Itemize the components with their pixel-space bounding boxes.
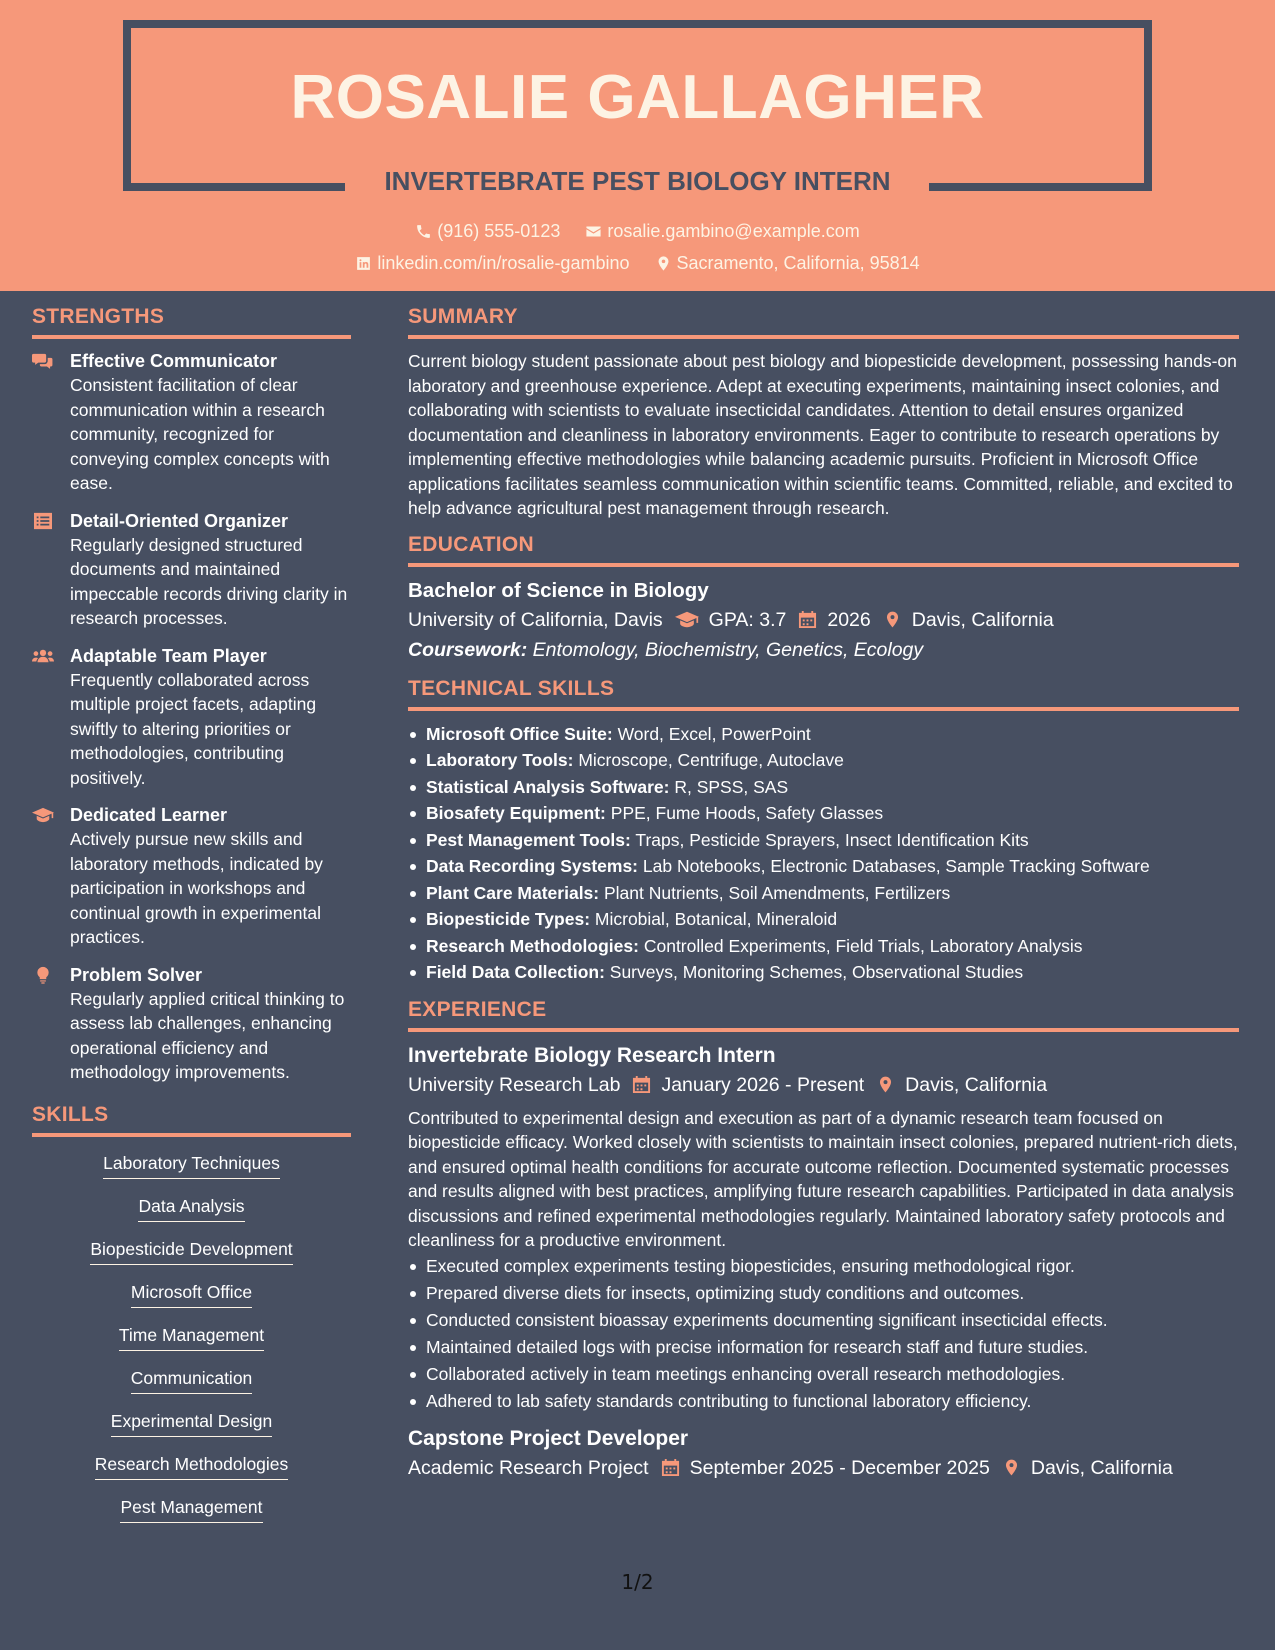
- phone-text: (916) 555-0123: [437, 221, 561, 241]
- skill-item: Communication: [131, 1366, 253, 1394]
- education-meta: [408, 605, 1239, 635]
- job-title: Invertebrate Biology Research Intern: [408, 1043, 776, 1067]
- experience-heading: EXPERIENCE: [408, 998, 1239, 1032]
- job-entry: [408, 1042, 1239, 1415]
- coursework: [408, 635, 1239, 665]
- job-location: Davis, California: [1030, 1456, 1173, 1479]
- envelope-icon: [585, 223, 602, 240]
- email-text: rosalie.gambino@example.com: [607, 221, 860, 241]
- job-title: Capstone Project Developer: [408, 1426, 689, 1450]
- job-description: Contributed to experimental design and execution as part of a dynamic research team focused on biopesticide efficacy. Worked closely with scientists to maintain insect colonies, prepared nutrient-rich diets, and ensured optimal health conditions for accurate outcome reflection. Documented systematic processes and results aligned with best practices, amplifying future research capabilities. Participated in data analysis discussions and refined experimental methodologies regularly. Maintained laboratory safety protocols and cleanliness for a productive environment.: [408, 1107, 1238, 1250]
- graduation-cap-icon: [32, 806, 54, 824]
- organization: University Research Lab: [408, 1073, 621, 1096]
- skills-list: [32, 1147, 351, 1523]
- job-dates: September 2025 - December 2025: [689, 1456, 990, 1479]
- strength-description: Regularly applied critical thinking to assess lab challenges, enhancing operational efficiency and methodology improvements.: [70, 988, 345, 1082]
- users-icon: [32, 647, 54, 665]
- job-meta: [408, 1070, 1239, 1100]
- skill-item: Pest Management: [120, 1495, 262, 1523]
- map-pin-icon: [655, 255, 672, 272]
- summary-heading: SUMMARY: [408, 305, 1239, 339]
- technical-skills-heading: TECHNICAL SKILLS: [408, 677, 1239, 711]
- gpa-text: GPA: 3.7: [708, 608, 787, 631]
- job-meta: [408, 1453, 1239, 1483]
- job-entry: [408, 1425, 1239, 1483]
- strength-item: [32, 963, 351, 1085]
- coursework-list: Entomology, Biochemistry, Genetics, Ecology: [532, 638, 924, 661]
- school-name: University of California, Davis: [408, 608, 663, 631]
- linkedin-icon: [355, 255, 372, 272]
- list-item: Research Methodologies: Controlled Experiments, Field Trials, Laboratory Analysis: [408, 933, 1239, 960]
- strength-description: Regularly designed structured documents and maintained impeccable records driving clarity in research processes.: [70, 534, 348, 628]
- location-text: Sacramento, California, 95814: [676, 253, 920, 273]
- technical-skills-list: [408, 721, 1239, 986]
- skill-item: Experimental Design: [111, 1409, 272, 1437]
- summary-text: Current biology student passionate about pest biology and biopesticide development, possessing hands-on laboratory and greenhouse experience. Adept at executing experiments, maintaining insect colonies, and collaborating with scientists to evaluate insecticidal candidates. Attention to detail ensures organized documentation and cleanliness in laboratory environments. Eager to contribute to research operations by implementing effective methodologies while balancing academic pursuits. Proficient in Microsoft Office applications facilitates seamless communication within scientific teams. Committed, reliable, and excited to help advance agricultural pest management through research.: [408, 351, 1237, 518]
- job-location: Davis, California: [905, 1073, 1048, 1096]
- strength-description: Actively pursue new skills and laboratory methods, indicated by participation in workshops and continual growth in experimental practices.: [70, 829, 323, 947]
- left-column: [32, 305, 351, 1538]
- phone-contact[interactable]: [415, 221, 560, 242]
- strength-item: [32, 349, 351, 496]
- linkedin-text: linkedin.com/in/rosalie-gambino: [377, 253, 630, 273]
- list-item: Adhered to lab safety standards contributing to functional laboratory efficiency.: [408, 1388, 1239, 1415]
- list-item: Pest Management Tools: Traps, Pesticide Sprayers, Insect Identification Kits: [408, 827, 1239, 854]
- skill-item: Biopesticide Development: [90, 1237, 292, 1265]
- strength-title: Detail-Oriented Organizer: [70, 510, 289, 531]
- location-contact: [655, 253, 920, 274]
- job-bullets: [408, 1253, 1239, 1415]
- contact-row-2: [0, 253, 1275, 277]
- strength-title: Adaptable Team Player: [70, 645, 267, 666]
- list-item: Executed complex experiments testing biopesticides, ensuring methodological rigor.: [408, 1253, 1239, 1280]
- skill-item: Laboratory Techniques: [103, 1151, 280, 1179]
- job-title: INVERTEBRATE PEST BIOLOGY INTERN: [384, 166, 891, 196]
- phone-icon: [415, 223, 432, 240]
- skills-heading: SKILLS: [32, 1103, 351, 1137]
- strength-title: Effective Communicator: [70, 351, 278, 371]
- graduation-cap-icon: [675, 610, 699, 629]
- graduation-year: 2026: [827, 608, 871, 631]
- linkedin-contact[interactable]: [355, 253, 629, 274]
- job-dates: January 2026 - Present: [661, 1073, 865, 1096]
- strength-title: Dedicated Learner: [70, 805, 228, 825]
- calendar-icon: [798, 610, 817, 629]
- skill-item: Microsoft Office: [131, 1280, 252, 1308]
- list-item: Microsoft Office Suite: Word, Excel, PowerPoint: [408, 721, 1239, 748]
- email-contact[interactable]: [585, 221, 859, 242]
- strength-item: [32, 509, 351, 631]
- list-item: Data Recording Systems: Lab Notebooks, Electronic Databases, Sample Tracking Software: [408, 853, 1239, 880]
- lightbulb-icon: [32, 966, 54, 984]
- skill-item: Research Methodologies: [95, 1452, 289, 1480]
- skill-item: Time Management: [119, 1323, 264, 1351]
- right-column: [408, 305, 1239, 1489]
- chat-icon: [32, 352, 54, 370]
- strengths-heading: STRENGTHS: [32, 305, 351, 339]
- coursework-label: Coursework:: [408, 638, 528, 661]
- map-pin-icon: [883, 610, 902, 629]
- list-item: Conducted consistent bioassay experiments documenting significant insecticidal effects.: [408, 1307, 1239, 1334]
- list-item: Statistical Analysis Software: R, SPSS, SAS: [408, 774, 1239, 801]
- list-icon: [32, 512, 54, 530]
- strength-title: Problem Solver: [70, 964, 203, 985]
- candidate-name: ROSALIE GALLAGHER: [290, 63, 985, 132]
- map-pin-icon: [876, 1075, 895, 1094]
- header: [0, 0, 1275, 291]
- list-item: Laboratory Tools: Microscope, Centrifuge, Autoclave: [408, 747, 1239, 774]
- list-item: Plant Care Materials: Plant Nutrients, Soil Amendments, Fertilizers: [408, 880, 1239, 907]
- strength-description: Frequently collaborated across multiple project facets, adapting swiftly to altering priorities or methodologies, contributing positively.: [70, 669, 317, 788]
- organization: Academic Research Project: [408, 1456, 649, 1479]
- calendar-icon: [661, 1458, 680, 1477]
- page-number: 1/2: [621, 1570, 654, 1594]
- list-item: Collaborated actively in team meetings enhancing overall research methodologies.: [408, 1361, 1239, 1388]
- education-heading: EDUCATION: [408, 533, 1239, 567]
- calendar-icon: [632, 1075, 651, 1094]
- list-item: Biosafety Equipment: PPE, Fume Hoods, Safety Glasses: [408, 800, 1239, 827]
- skills-section: [32, 1103, 351, 1523]
- contact-row-1: [0, 221, 1275, 245]
- list-item: Maintained detailed logs with precise information for research staff and future studies.: [408, 1334, 1239, 1361]
- strength-item: [32, 644, 351, 791]
- list-item: Field Data Collection: Surveys, Monitoring Schemes, Observational Studies: [408, 959, 1239, 986]
- degree-title: Bachelor of Science in Biology: [408, 578, 709, 602]
- list-item: Prepared diverse diets for insects, optimizing study conditions and outcomes.: [408, 1280, 1239, 1307]
- education-location: Davis, California: [911, 608, 1054, 631]
- skill-item: Data Analysis: [138, 1194, 244, 1222]
- map-pin-icon: [1002, 1458, 1021, 1477]
- strength-item: [32, 803, 351, 950]
- strength-description: Consistent facilitation of clear communication within a research community, recognized for conveying complex concepts with ease.: [70, 375, 330, 493]
- list-item: Biopesticide Types: Microbial, Botanical, Mineraloid: [408, 906, 1239, 933]
